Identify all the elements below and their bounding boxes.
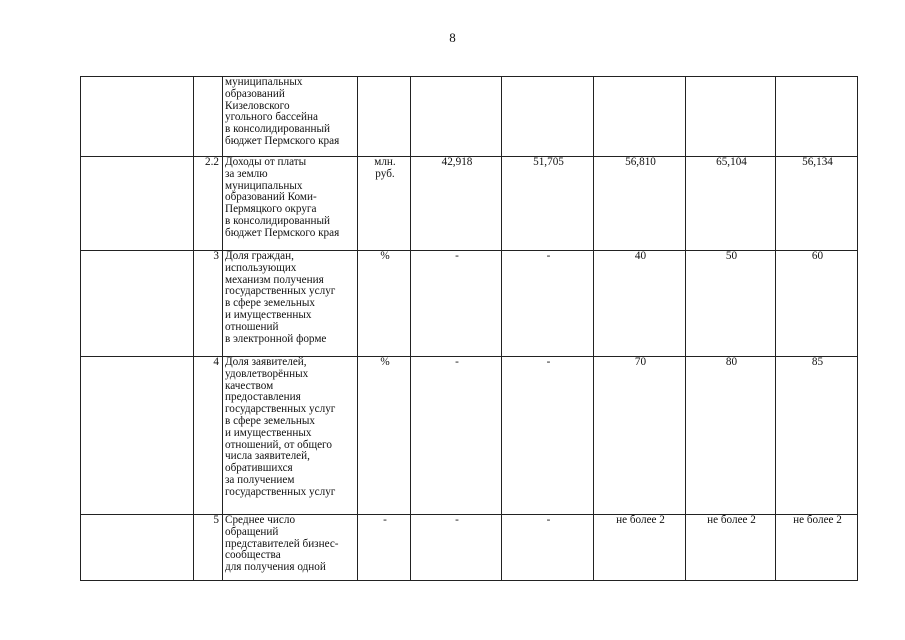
value-cell: - [502,357,594,515]
value-cell [502,77,594,157]
row-empty-cell [81,157,194,251]
indicator-table [80,76,858,581]
table-row [81,77,858,157]
value-cell: - [411,251,502,357]
value-cell [411,77,502,157]
value-cell: 56,134 [776,157,858,251]
value-cell: 42,918 [411,157,502,251]
value-cell: - [411,357,502,515]
value-cell: 50 [686,251,776,357]
unit [358,77,411,157]
row-empty-cell [81,357,194,515]
page-number: 8 [449,30,456,45]
value-cell: не более 2 [776,515,858,581]
value-cell: - [502,251,594,357]
value-cell [686,77,776,157]
unit: % [358,357,411,515]
row-number: 2.2 [194,157,223,251]
row-empty-cell [81,251,194,357]
unit: - [358,515,411,581]
table-row [81,251,858,357]
indicator-name: Среднее число обращений представителей бизнес- сообщества для получения одной [223,515,358,581]
value-cell: - [411,515,502,581]
unit: % [358,251,411,357]
row-empty-cell [81,515,194,581]
table-row [81,515,858,581]
indicator-name: Доходы от платы за землю муниципальных образований Коми- Пермяцкого округа в консолидированный бюджет Пермского края [223,157,358,251]
value-cell [594,77,686,157]
row-number: 4 [194,357,223,515]
row-number: 5 [194,515,223,581]
table-row [81,357,858,515]
indicator-name: муниципальных образований Кизеловского угольного бассейна в консолидированный бюджет Пермского края [223,77,358,157]
value-cell: 85 [776,357,858,515]
value-cell: не более 2 [686,515,776,581]
value-cell: не более 2 [594,515,686,581]
indicator-name: Доля граждан, использующих механизм получения государственных услуг в сфере земельных и имущественных отношений в электронной форме [223,251,358,357]
row-number: 3 [194,251,223,357]
row-number [194,77,223,157]
unit: млн. руб. [358,157,411,251]
table-row [81,157,858,251]
row-empty-cell [81,77,194,157]
value-cell: 56,810 [594,157,686,251]
value-cell: 70 [594,357,686,515]
value-cell: 65,104 [686,157,776,251]
value-cell: 60 [776,251,858,357]
value-cell: - [502,515,594,581]
value-cell: 40 [594,251,686,357]
value-cell: 80 [686,357,776,515]
value-cell [776,77,858,157]
value-cell: 51,705 [502,157,594,251]
indicator-name: Доля заявителей, удовлетворённых качеством предоставления государственных услуг в сфере земельных и имущественных отношений, от общего числа заявителей, обратившихся за получением государственных услуг [223,357,358,515]
